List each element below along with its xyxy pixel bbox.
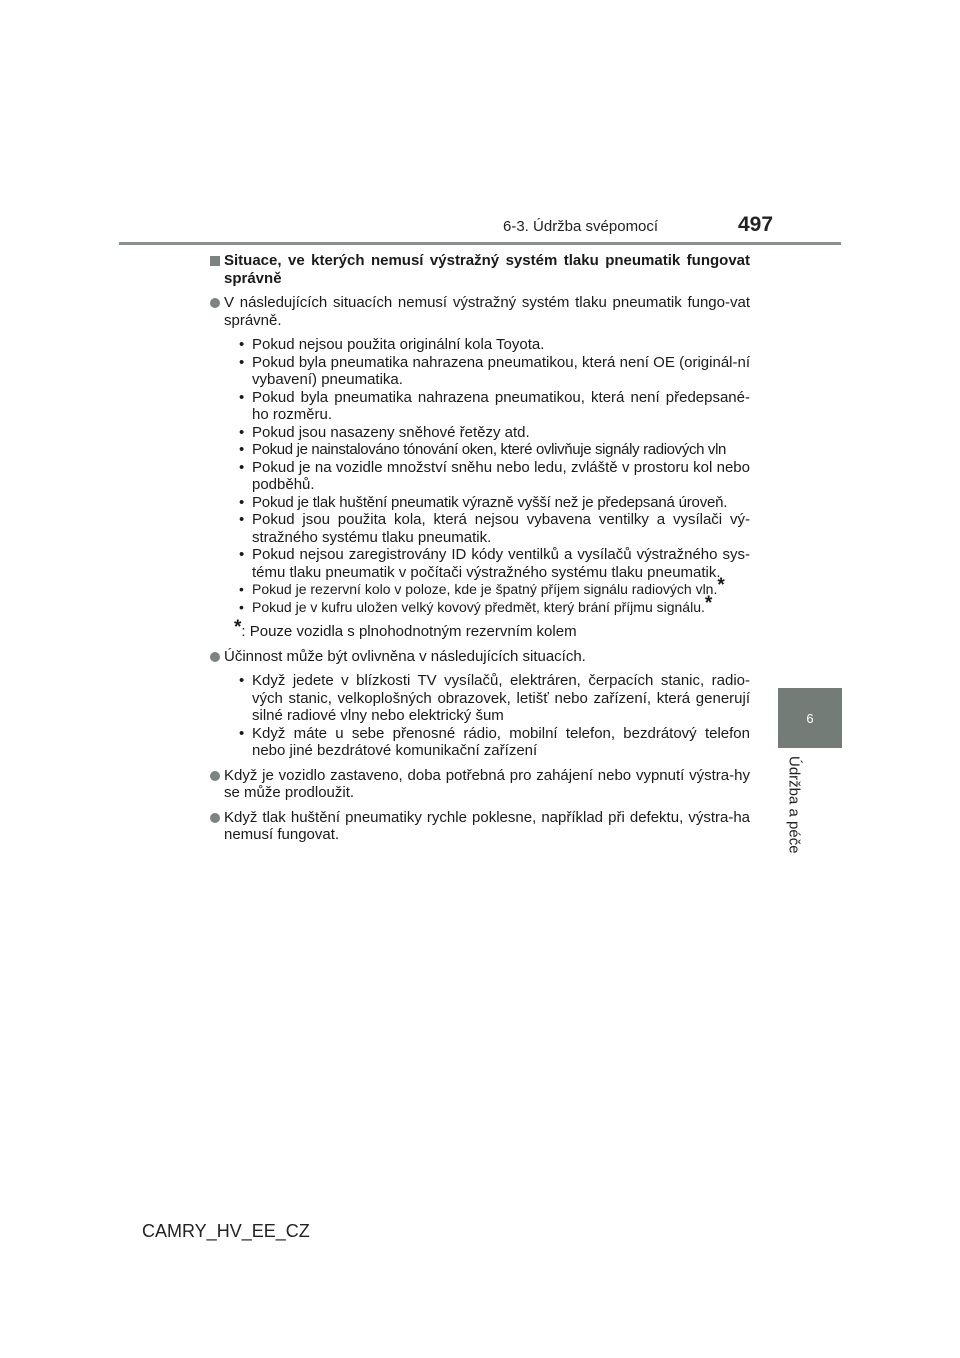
section-heading	[210, 252, 750, 287]
circle-bullet-icon	[210, 298, 220, 308]
chapter-number: 6	[806, 710, 814, 726]
list-item	[252, 354, 750, 389]
list-item-text: Pokud jsou nasazeny sněhové řetězy atd.	[252, 423, 530, 441]
list-item	[252, 575, 750, 599]
chapter-side-label	[778, 756, 810, 856]
paragraph-1-text: V následujících situacích nemusí výstražný systém tlaku pneumatik fungo-vat správně.	[224, 294, 750, 329]
list-item	[252, 494, 750, 512]
list-item	[252, 389, 750, 424]
page-number: 497	[738, 213, 774, 236]
list-item	[252, 459, 750, 494]
bullet-list-2	[210, 672, 750, 760]
circle-bullet-icon	[210, 771, 220, 781]
list-item-text: Pokud je rezervní kolo v poloze, kde je špatný příjem signálu radiových vln.	[252, 581, 718, 597]
list-item-text: Pokud je na vozidle množství sněhu nebo ledu, zvláště v prostoru kol nebo podběhů.	[252, 458, 750, 493]
list-item	[252, 546, 750, 581]
document-code: CAMRY_HV_EE_CZ	[142, 1221, 310, 1241]
list-item	[252, 511, 750, 546]
footnote-asterisk: *	[704, 592, 713, 614]
section-heading-text: Situace, ve kterých nemusí výstražný systém tlaku pneumatik fungovat správně	[224, 252, 750, 287]
list-item-text: Pokud byla pneumatika nahrazena pneumatikou, která není OE (originál-ní vybavení) pneumatika.	[252, 353, 750, 388]
footnote	[234, 617, 750, 641]
list-item	[252, 441, 750, 459]
paragraph-4-text: Když tlak huštění pneumatiky rychle poklesne, například při defektu, výstra-ha nemusí fungovat.	[224, 808, 750, 843]
chapter-tab	[778, 688, 842, 748]
header-divider	[119, 242, 841, 245]
list-item	[252, 336, 750, 354]
list-item	[252, 592, 750, 617]
list-item	[252, 725, 750, 760]
footnote-asterisk: *	[234, 617, 242, 638]
chapter-title: Údržba a péče	[785, 756, 803, 854]
list-item-text: Pokud je nainstalováno tónování oken, které ovlivňuje signály radiových vln	[252, 441, 727, 458]
list-item-text: Pokud nejsou zaregistrovány ID kódy ventilků a vysílačů výstražného sys-tému tlaku pneumatik v počítači výstražného systému tlaku pneumatik.	[252, 546, 750, 581]
list-item	[252, 424, 750, 442]
paragraph-1	[210, 294, 750, 329]
list-item	[252, 672, 750, 725]
paragraph-2-text: Účinnost může být ovlivněna v následujících situacích.	[224, 647, 586, 665]
main-content	[210, 252, 750, 844]
circle-bullet-icon	[210, 813, 220, 823]
paragraph-4	[210, 809, 750, 844]
header-section-title: 6-3. Údržba svépomocí	[503, 218, 659, 235]
list-item-text: Pokud je tlak huštění pneumatik výrazně vyšší než je předepsaná úroveň.	[252, 493, 728, 511]
list-item-text: Pokud nejsou použita originální kola Toyota.	[252, 336, 545, 353]
footnote-asterisk: *	[717, 575, 725, 596]
list-item-text: Když máte u sebe přenosné rádio, mobilní telefon, bezdrátový telefon nebo jiné bezdrátové komunikační zařízení	[252, 724, 750, 759]
list-item-text: Pokud je v kufru uložen velký kovový předmět, který brání příjmu signálu.	[252, 598, 705, 615]
paragraph-3	[210, 767, 750, 802]
square-bullet-icon	[210, 256, 220, 266]
circle-bullet-icon	[210, 652, 220, 662]
list-item-text: Když jedete v blízkosti TV vysílačů, elektráren, čerpacích stanic, radio-vých stanic, velkoplošných obrazovek, letišť nebo zařízení, která generují silné radiové vlny nebo elektrický šum	[252, 672, 750, 724]
list-item-text: Pokud byla pneumatika nahrazena pneumatikou, která není předepsané-ho rozměru.	[252, 388, 750, 423]
paragraph-2	[210, 648, 750, 666]
footnote-text: : Pouze vozidla s plnohodnotným rezervním kolem	[241, 623, 577, 640]
bullet-list-1	[210, 336, 750, 616]
list-item-text: Pokud jsou použita kola, která nejsou vybavena ventilky a vysílači vý-stražného systému tlaku pneumatik.	[252, 511, 750, 546]
paragraph-3-text: Když je vozidlo zastaveno, doba potřebná pro zahájení nebo vypnutí výstra-hy se může prodloužit.	[224, 766, 750, 801]
